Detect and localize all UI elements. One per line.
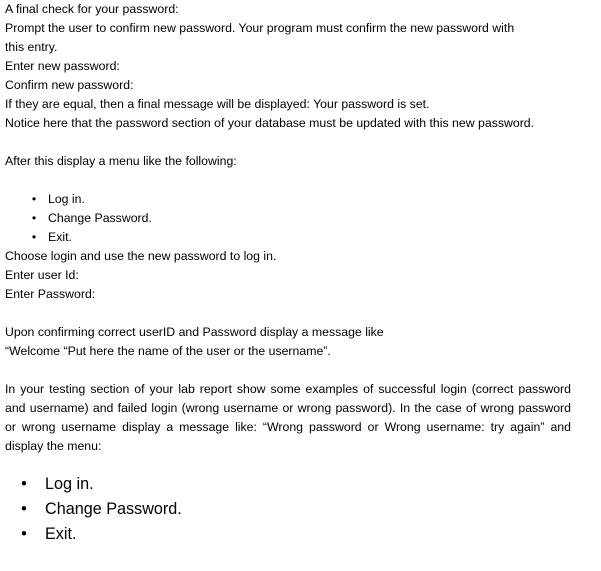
menu-item-label: Change Password. [48, 211, 152, 225]
bullet-icon: • [31, 211, 37, 225]
menu-item-exit [5, 522, 571, 547]
enter-new-password-label: Enter new password: [5, 59, 120, 73]
enter-user-id-label: Enter user Id: [5, 268, 79, 282]
menu-item-label: Log in. [48, 192, 85, 206]
bullet-icon: • [21, 525, 27, 543]
testing-paragraph: In your testing section of your lab report show some examples of successful login (correct password and username) and failed login (wrong username or wrong password). In the case of wrong password or wrong username display a message like: “Wrong password or Wrong username: try again” and display the menu: [5, 382, 571, 453]
choose-login-text: Choose login and use the new password to log in. [5, 249, 277, 263]
prompt-instruction-cont: this entry. [5, 40, 58, 54]
confirm-userid-text: Upon confirming correct userID and Password display a message like [5, 325, 384, 339]
menu-item-change-password [5, 497, 571, 522]
menu-item-label: Log in. [45, 475, 94, 493]
menu-item-login [5, 472, 571, 497]
menu-item-login [5, 190, 571, 209]
document-body [5, 0, 571, 547]
equal-message-text: If they are equal, then a final message will be displayed: Your password is set. [5, 97, 430, 111]
prompt-instruction: Prompt the user to confirm new password. Your program must confirm the new password with [5, 21, 515, 35]
welcome-message-text: “Welcome “Put here the name of the user or the username”. [5, 344, 331, 358]
bullet-icon: • [21, 500, 27, 518]
menu-item-change-password [5, 209, 571, 228]
menu-item-label: Change Password. [45, 500, 182, 518]
menu-section [5, 152, 571, 304]
confirm-new-password-label: Confirm new password: [5, 78, 134, 92]
heading-final-check: A final check for your password: [5, 2, 179, 16]
menu-intro-text: After this display a menu like the following: [5, 154, 237, 168]
bullet-icon: • [31, 230, 37, 244]
database-notice-text: Notice here that the password section of your database must be updated with this new password. [5, 116, 535, 130]
menu-item-exit [5, 228, 571, 247]
password-check-section [5, 0, 571, 133]
menu-list-large [5, 472, 571, 547]
welcome-section [5, 323, 571, 361]
bullet-icon: • [21, 475, 27, 493]
menu-list [5, 190, 571, 247]
testing-section [5, 380, 571, 547]
enter-password-label: Enter Password: [5, 287, 96, 301]
bullet-icon: • [31, 192, 37, 206]
menu-item-label: Exit. [45, 525, 77, 543]
menu-item-label: Exit. [48, 230, 72, 244]
